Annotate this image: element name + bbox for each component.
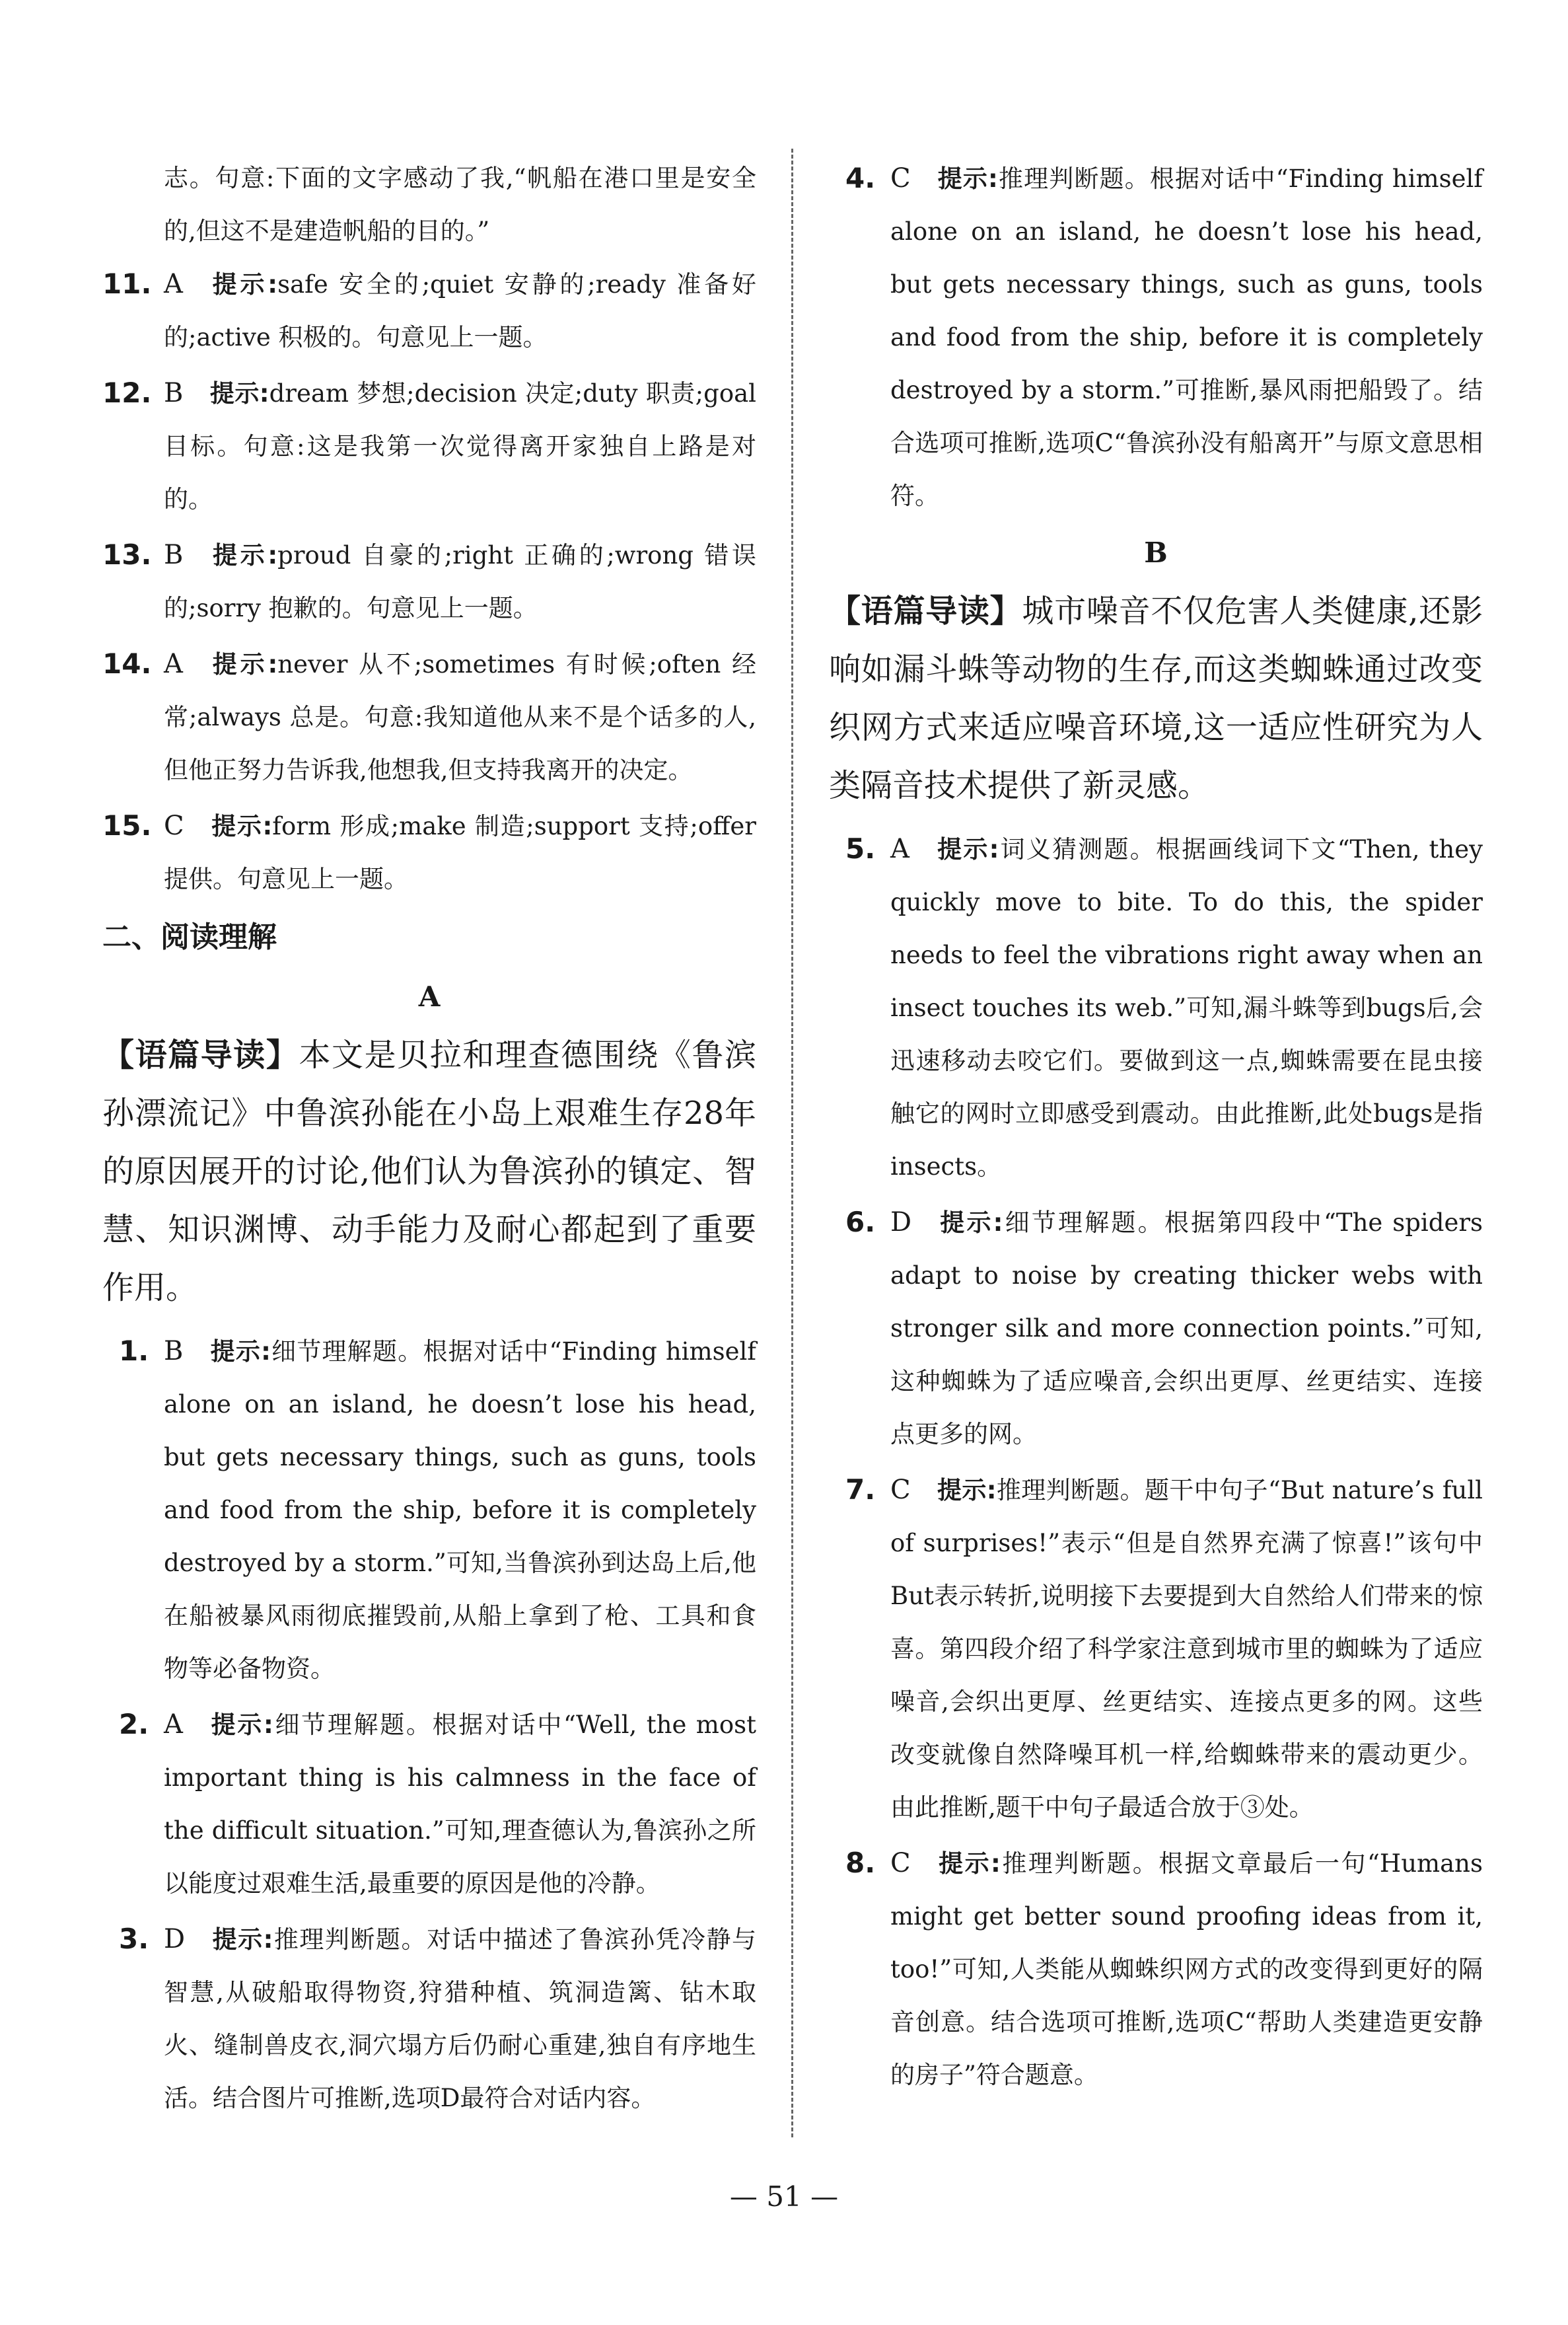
item-number: 5. (845, 832, 876, 865)
tip-label: 提示: (209, 270, 278, 299)
item-explanation: dream 梦想;decision 决定;duty 职责;goal 目标。句意:这是我第一次觉得离开家独自上路是对的。 (164, 379, 756, 513)
item-explanation: form 形成;make 制造;support 支持;offer 提供。句意见上一题。 (164, 812, 756, 893)
answer-item-2 (102, 1698, 756, 1910)
answer-item-14 (102, 638, 756, 797)
item-answer: D (890, 1207, 912, 1237)
item-explanation: 推理判断题。题干中句子“But nature’s full of surprises!”表示“但是自然界充满了惊喜!”该句中But表示转折,说明接下去要提到大自然给人们带来的惊喜。第四段介绍了科学家注意到城市里的蜘蛛为了适应噪音,会织出更厚、丝更结实、连接点更多的网。这些改变就像自然降噪耳机一样,给蜘蛛带来的震动更少。由此推断,题干中句子最适合放于③处。 (890, 1476, 1483, 1822)
reading-guide-a (102, 1026, 756, 1317)
item-explanation: 推理判断题。根据文章最后一句“Humans might get better sound proofing ideas from it, too!”可知,人类能从蜘蛛织网方式的改变得到更好的隔音创意。结合选项可推断,选项C“帮助人类建造更安静的房子”符合题意。 (890, 1849, 1483, 2089)
answer-item-12 (102, 367, 756, 526)
part-heading-b: B (1144, 536, 1168, 569)
answer-item-3 (102, 1913, 756, 2125)
item-answer: A (164, 649, 183, 679)
answer-item-13 (102, 529, 756, 635)
answer-item-15 (102, 799, 756, 906)
left-column (102, 152, 756, 2127)
item-answer: B (164, 1336, 184, 1366)
item-answer: B (164, 540, 184, 570)
item-number: 12. (102, 377, 152, 409)
item-number: 4. (845, 162, 876, 194)
guide-label: 【语篇导读】 (102, 1037, 299, 1074)
item-answer: D (164, 1924, 186, 1954)
answer-item-8 (829, 1837, 1483, 2102)
item-explanation: 推理判断题。对话中描述了鲁滨孙凭冷静与智慧,从破船取得物资,狩猎种植、筑洞造篱、钻木取火、缝制兽皮衣,洞穴塌方后仍耐心重建,独自有序地生活。结合图片可推断,选项D最符合对话内容。 (164, 1925, 757, 2112)
cloze-answer-list (102, 258, 756, 906)
tip-label: 提示: (209, 379, 269, 408)
answer-item-1 (102, 1325, 756, 1695)
item-number: 13. (102, 538, 152, 571)
tip-label: 提示: (211, 1925, 273, 1954)
column-divider (791, 149, 793, 2137)
item-number: 1. (119, 1335, 149, 1367)
item-number: 8. (845, 1847, 876, 1879)
item-answer: A (164, 1709, 183, 1740)
guide-label: 【语篇导读】 (829, 593, 1022, 630)
right-column (829, 152, 1483, 2104)
part-heading-a: A (418, 980, 441, 1013)
item-answer: A (890, 834, 909, 864)
answer-item-4 (829, 152, 1483, 523)
item-explanation: 细节理解题。根据第四段中“The spiders adapt to noise by creating thicker webs with stronger silk and more connection points.”可知,这种蜘蛛为了适应噪音,会织出更厚、丝更结实、连接点更多的网。 (890, 1208, 1483, 1448)
item-explanation: 词义猜测题。根据画线词下文“Then, they quickly move to bite. To do this, the spider needs to feel the vibrations right away when an insect touches its web.”可知,漏斗蛛等到bugs后,会迅速移动去咬它们。要做到这一点,蜘蛛需要在昆虫接触它的网时立即感受到震动。由此推断,此处bugs是指insects。 (890, 835, 1483, 1181)
tip-label: 提示: (209, 1337, 271, 1366)
item-number: 7. (845, 1473, 876, 1506)
item-explanation: never 从不;sometimes 有时候;often 经常;always 总是。句意:我知道他从来不是个话多的人,但他正努力告诉我,他想我,但支持我离开的决定。 (164, 650, 756, 784)
continued-text: 志。句意:下面的文字感动了我,“帆船在港口里是安全的,但这不是建造帆船的目的。” (164, 164, 756, 245)
item-number: 15. (102, 809, 152, 842)
item-answer: C (890, 1848, 911, 1878)
item-explanation: 细节理解题。根据对话中“Finding himself alone on an island, he doesn’t lose his head, but gets necessary things, such as guns, tools and food from the ship, before it is completely destroyed by a storm.”可知,当鲁滨孙到达岛上后,他在船被暴风雨彻底摧毁前,从船上拿到了枪、工具和食物等必备物资。 (164, 1337, 756, 1683)
page-number: — 51 — (729, 2180, 839, 2213)
tip-label: 提示: (937, 1476, 997, 1504)
item-explanation: safe 安全的;quiet 安静的;ready 准备好的;active 积极的。句意见上一题。 (164, 270, 757, 351)
item-explanation: proud 自豪的;right 正确的;wrong 错误的;sorry 抱歉的。句意见上一题。 (164, 541, 757, 622)
item-number: 3. (119, 1923, 149, 1955)
item-number: 2. (119, 1708, 149, 1740)
tip-label: 提示: (938, 1208, 1003, 1237)
answer-item-7 (829, 1463, 1483, 1834)
tip-label: 提示: (935, 835, 999, 864)
guide-text: 本文是贝拉和理查德围绕《鲁滨孙漂流记》中鲁滨孙能在小岛上艰难生存28年的原因展开的讨论,他们认为鲁滨孙的镇定、智慧、知识渊博、动手能力及耐心都起到了重要作用。 (102, 1037, 756, 1306)
tip-label: 提示: (209, 1711, 273, 1739)
section-title: 二、阅读理解 (102, 920, 277, 954)
item-answer: C (164, 811, 184, 841)
item-number: 6. (845, 1206, 876, 1238)
item-answer: C (890, 163, 911, 194)
tip-label: 提示: (210, 812, 273, 840)
item-number: 14. (102, 647, 152, 680)
tip-label: 提示: (209, 541, 278, 570)
answer-item-6 (829, 1196, 1483, 1461)
reading-a-answer-list (102, 1325, 756, 2125)
item-answer: B (164, 378, 184, 408)
reading-b-answer-list (829, 823, 1483, 2102)
item-answer: C (890, 1475, 911, 1505)
reading-guide-b (829, 582, 1483, 815)
tip-label: 提示: (937, 1849, 1001, 1878)
answer-item-11 (102, 258, 756, 364)
item-explanation: 推理判断题。根据对话中“Finding himself alone on an island, he doesn’t lose his head, but gets necessary things, such as guns, tools and food from the ship, before it is completely destroyed by a storm.”可推断,暴风雨把船毁了。结合选项可推断,选项C“鲁滨孙没有船离开”与原文意思相符。 (890, 165, 1483, 510)
guide-text: 城市噪音不仅危害人类健康,还影响如漏斗蛛等动物的生存,而这类蜘蛛通过改变织网方式来适应噪音环境,这一适应性研究为人类隔音技术提供了新灵感。 (829, 593, 1483, 804)
item-number: 11. (102, 268, 152, 300)
item-explanation: 细节理解题。根据对话中“Well, the most important thing is his calmness in the face of the difficult situation.”可知,理查德认为,鲁滨孙之所以能度过艰难生活,最重要的原因是他的冷静。 (164, 1711, 757, 1898)
tip-label: 提示: (209, 650, 278, 679)
item-answer: A (164, 269, 183, 299)
answer-item-5 (829, 823, 1483, 1193)
tip-label: 提示: (937, 165, 998, 193)
